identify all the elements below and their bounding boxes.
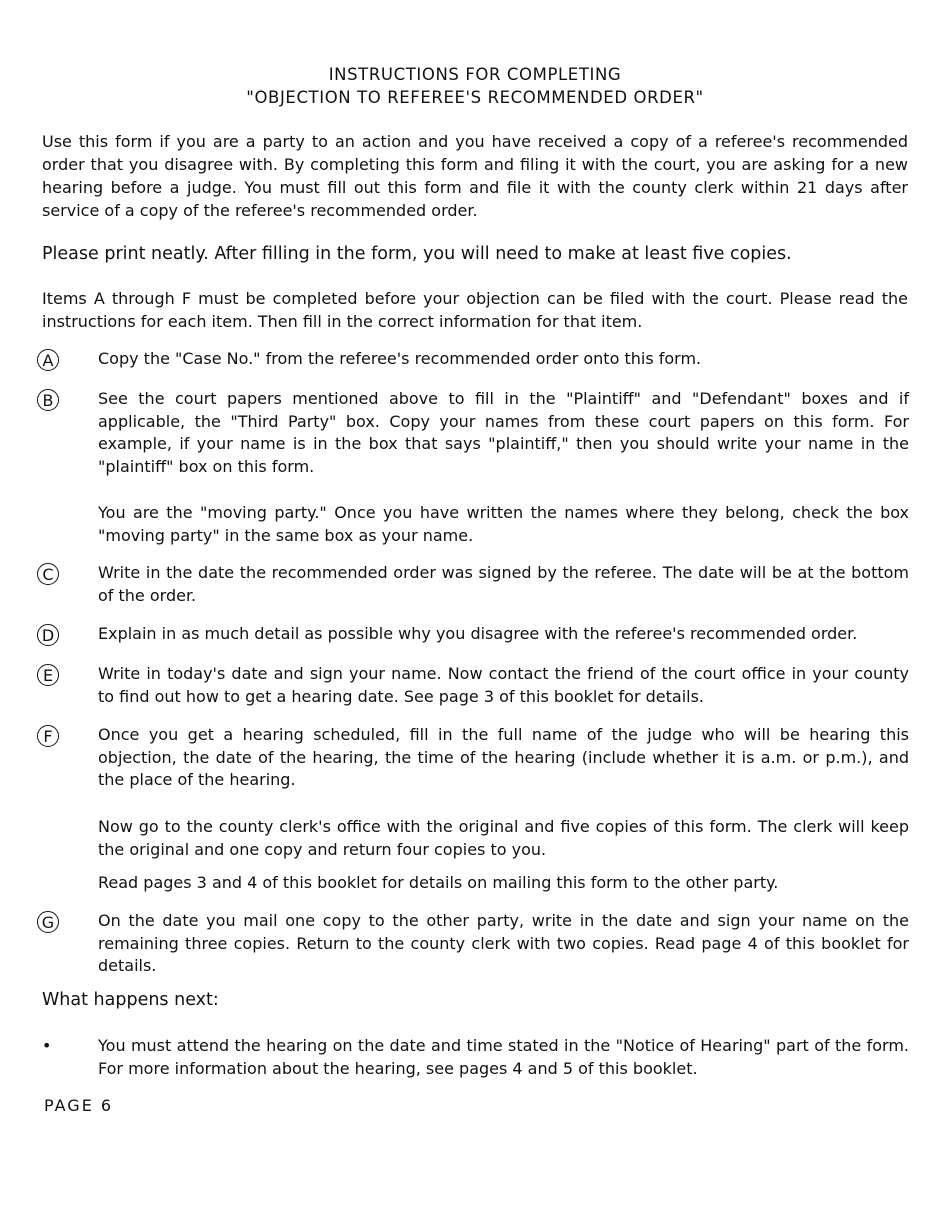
print-neatly-paragraph: Please print neatly. After filling in the form, you will need to make at least five copies. bbox=[42, 244, 792, 264]
item-c-text: Write in the date the recommended order was signed by the referee. The date will be at the bottom of the order. bbox=[98, 563, 909, 605]
item-f-marker: F bbox=[37, 725, 59, 747]
document-title-line2: "OBJECTION TO REFEREE'S RECOMMENDED ORDER" bbox=[246, 88, 704, 107]
item-b-marker: B bbox=[37, 389, 59, 411]
item-b-moving-party-text: You are the "moving party." Once you have written the names where they belong, check the box "moving party" in the same box as your name. bbox=[98, 503, 909, 545]
item-d-marker: D bbox=[37, 624, 59, 646]
item-c-marker: C bbox=[37, 563, 59, 585]
item-e-text: Write in today's date and sign your name. Now contact the friend of the court office in your county to find out how to get a hearing date. See page 3 of this booklet for details. bbox=[98, 664, 909, 706]
what-happens-next-heading: What happens next: bbox=[42, 990, 219, 1010]
document-title-line1: INSTRUCTIONS FOR COMPLETING bbox=[328, 65, 622, 84]
item-f-text: Once you get a hearing scheduled, fill in the full name of the judge who will be hearing this objection, the date of the hearing, the time of the hearing (include whether it is a.m. or p.m.), and the place of the hearing. bbox=[98, 725, 909, 789]
item-f-clerk-text: Now go to the county clerk's office with the original and five copies of this form. The clerk will keep the original and one copy and return four copies to you. bbox=[98, 817, 909, 859]
item-d-text: Explain in as much detail as possible why you disagree with the referee's recommended order. bbox=[98, 624, 858, 643]
item-a-text: Copy the "Case No." from the referee's recommended order onto this form. bbox=[98, 349, 702, 368]
item-b-text: See the court papers mentioned above to fill in the "Plaintiff" and "Defendant" boxes and if applicable, the "Third Party" box. Copy your names from these court papers on this form. For example, if your name is in the box that says "plaintiff," then you should write your name in the "plaintiff" box on this form. bbox=[98, 389, 909, 476]
item-g-text: On the date you mail one copy to the other party, write in the date and sign your name on the remaining three copies. Return to the county clerk with two copies. Read page 4 of this booklet for details. bbox=[98, 911, 909, 975]
intro-paragraph: Use this form if you are a party to an action and you have received a copy of a referee's recommended order that you disagree with. By completing this form and filing it with the court, you are asking for a new hearing before a judge. You must fill out this form and file it with the county clerk within 21 days after service of a copy of the referee's recommended order. bbox=[42, 132, 908, 220]
item-f-mailing-text: Read pages 3 and 4 of this booklet for details on mailing this form to the other party. bbox=[98, 873, 779, 892]
hearing-bullet-text: You must attend the hearing on the date and time stated in the "Notice of Hearing" part of the form. For more information about the hearing, see pages 4 and 5 of this booklet. bbox=[98, 1036, 909, 1078]
page-number: PAGE 6 bbox=[44, 1096, 114, 1115]
bullet-marker: • bbox=[42, 1036, 52, 1055]
item-e-marker: E bbox=[37, 664, 59, 686]
item-a-marker: A bbox=[37, 349, 59, 371]
items-instructions-paragraph: Items A through F must be completed before your objection can be filed with the court. Please read the instructions for each item. Then fill in the correct information for that item. bbox=[42, 289, 908, 331]
item-g-marker: G bbox=[37, 911, 59, 933]
